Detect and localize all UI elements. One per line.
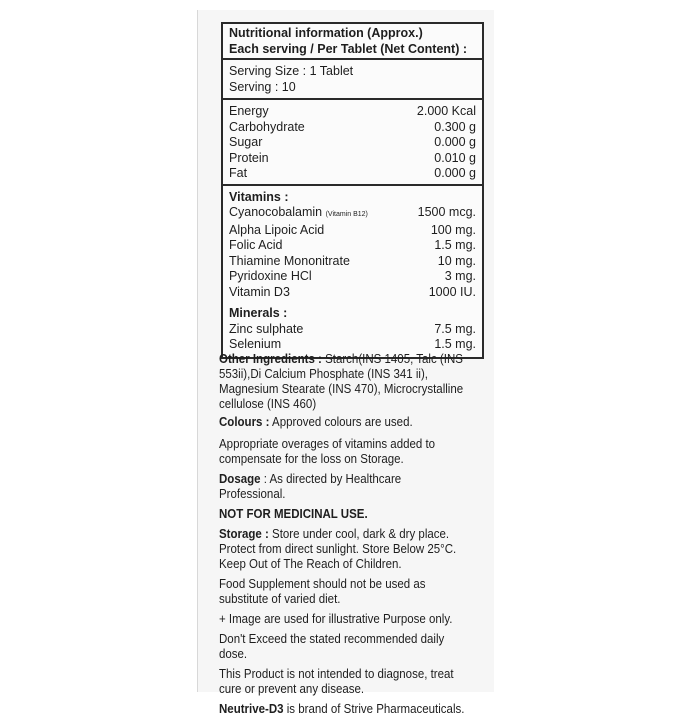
- nutrient-row: [229, 104, 476, 120]
- nutrient-row: [229, 166, 476, 182]
- vitamin-name: Thiamine Mononitrate: [229, 253, 350, 268]
- storage: [219, 527, 466, 572]
- minerals-heading: Minerals :: [229, 306, 288, 320]
- nutrition-table: [221, 22, 484, 359]
- colours: [219, 415, 466, 430]
- brand-line: [219, 702, 466, 717]
- mineral-name: Selenium: [229, 337, 282, 351]
- illustrative-note: + Image are used for illustrative Purpose only.: [219, 612, 453, 626]
- dosage-label: Dosage: [219, 472, 261, 486]
- nutrient-name: Sugar: [229, 135, 263, 149]
- vitamin-value: 1000 IU.: [428, 284, 476, 299]
- vitamin-name: Folic Acid: [229, 238, 283, 252]
- overages: Appropriate overages of vitamins added to compensate for the loss on Storage.: [219, 437, 436, 466]
- nutrient-value: 0.300 g: [434, 119, 476, 134]
- mineral-value: 1.5 mg.: [434, 337, 476, 351]
- colours-label: Colours :: [219, 415, 270, 429]
- label-text-body: [219, 352, 466, 717]
- vitamin-row: [229, 285, 476, 301]
- vitamin-value: 1500 mcg.: [417, 205, 476, 219]
- dosage: [219, 472, 466, 502]
- disclaimer: This Product is not intended to diagnose, treat cure or prevent any disease.: [219, 667, 454, 696]
- storage-label: Storage :: [219, 527, 269, 541]
- vitamins-minerals-section: [223, 186, 482, 359]
- mineral-row: [229, 322, 476, 338]
- other-ingredients-text: Starch(INS 1405, Talc (INS 553ii),Di Calcium Phosphate (INS 341 ii), Magnesium Stearate (INS 470), Microcrystalline cellulose (INS 460): [219, 352, 464, 411]
- not-medicinal-notice: NOT FOR MEDICINAL USE.: [219, 507, 368, 521]
- nutrient-value: 0.010 g: [434, 150, 476, 165]
- vitamin-row: [229, 223, 476, 239]
- serving-count: Serving : 10: [229, 79, 296, 94]
- nutrient-value: 2.000 Kcal: [416, 104, 476, 118]
- food-supplement-note: Food Supplement should not be used as substitute of varied diet.: [219, 577, 426, 606]
- nutrient-name: Carbohydrate: [229, 119, 305, 134]
- mineral-row: [229, 337, 476, 353]
- vitamin-row: [229, 205, 476, 223]
- mineral-name: Zinc sulphate: [229, 321, 304, 336]
- vitamins-heading: Vitamins :: [229, 189, 289, 204]
- nutrient-value: 0.000 g: [434, 166, 476, 180]
- nutrient-row: [229, 151, 476, 167]
- nutrient-name: Energy: [229, 104, 269, 118]
- dosage-text: : As directed by Healthcare Professional.: [219, 472, 402, 501]
- serving-section: [223, 60, 482, 100]
- other-ingredients: [219, 352, 466, 412]
- brand-text: is brand of Strive Pharmaceuticals.: [283, 702, 465, 716]
- vitamin-name: Cyanocobalamin: [229, 205, 323, 219]
- nutrient-name: Fat: [229, 166, 248, 180]
- nutrition-subtitle: Each serving / Per Tablet (Net Content) :: [229, 41, 468, 56]
- vitamin-name: Vitamin D3: [229, 284, 290, 299]
- storage-text: Store under cool, dark & dry place. Protect from direct sunlight. Store Below 25°C. Keep Out of The Reach of Children.: [219, 527, 457, 571]
- colours-text: Approved colours are used.: [269, 415, 413, 429]
- serving-size: Serving Size : 1 Tablet: [229, 64, 354, 78]
- brand-name: Neutrive-D3: [219, 702, 284, 716]
- vitamin-row: [229, 269, 476, 285]
- mineral-value: 7.5 mg.: [434, 321, 476, 336]
- vitamin-value: 10 mg.: [437, 253, 476, 268]
- vitamin-value: 1.5 mg.: [434, 238, 476, 252]
- dosage-warning: Don't Exceed the stated recommended daily dose.: [219, 632, 445, 661]
- vitamin-row: [229, 254, 476, 270]
- nutrient-name: Protein: [229, 150, 269, 165]
- vitamin-value: 3 mg.: [444, 269, 476, 283]
- nutrition-header: [223, 24, 482, 60]
- nutrition-title: Nutritional information (Approx.): [229, 26, 423, 40]
- vitamin-value: 100 mg.: [430, 222, 476, 237]
- nutrients-section: [223, 100, 482, 186]
- vitamin-row: [229, 238, 476, 254]
- nutrient-row: [229, 120, 476, 136]
- other-ingredients-label: Other Ingredients :: [219, 352, 322, 366]
- nutrient-value: 0.000 g: [434, 135, 476, 149]
- vitamin-note: (Vitamin B12): [325, 211, 368, 218]
- vitamin-name: Alpha Lipoic Acid: [229, 222, 325, 237]
- nutrient-row: [229, 135, 476, 151]
- vitamin-name: Pyridoxine HCl: [229, 269, 312, 283]
